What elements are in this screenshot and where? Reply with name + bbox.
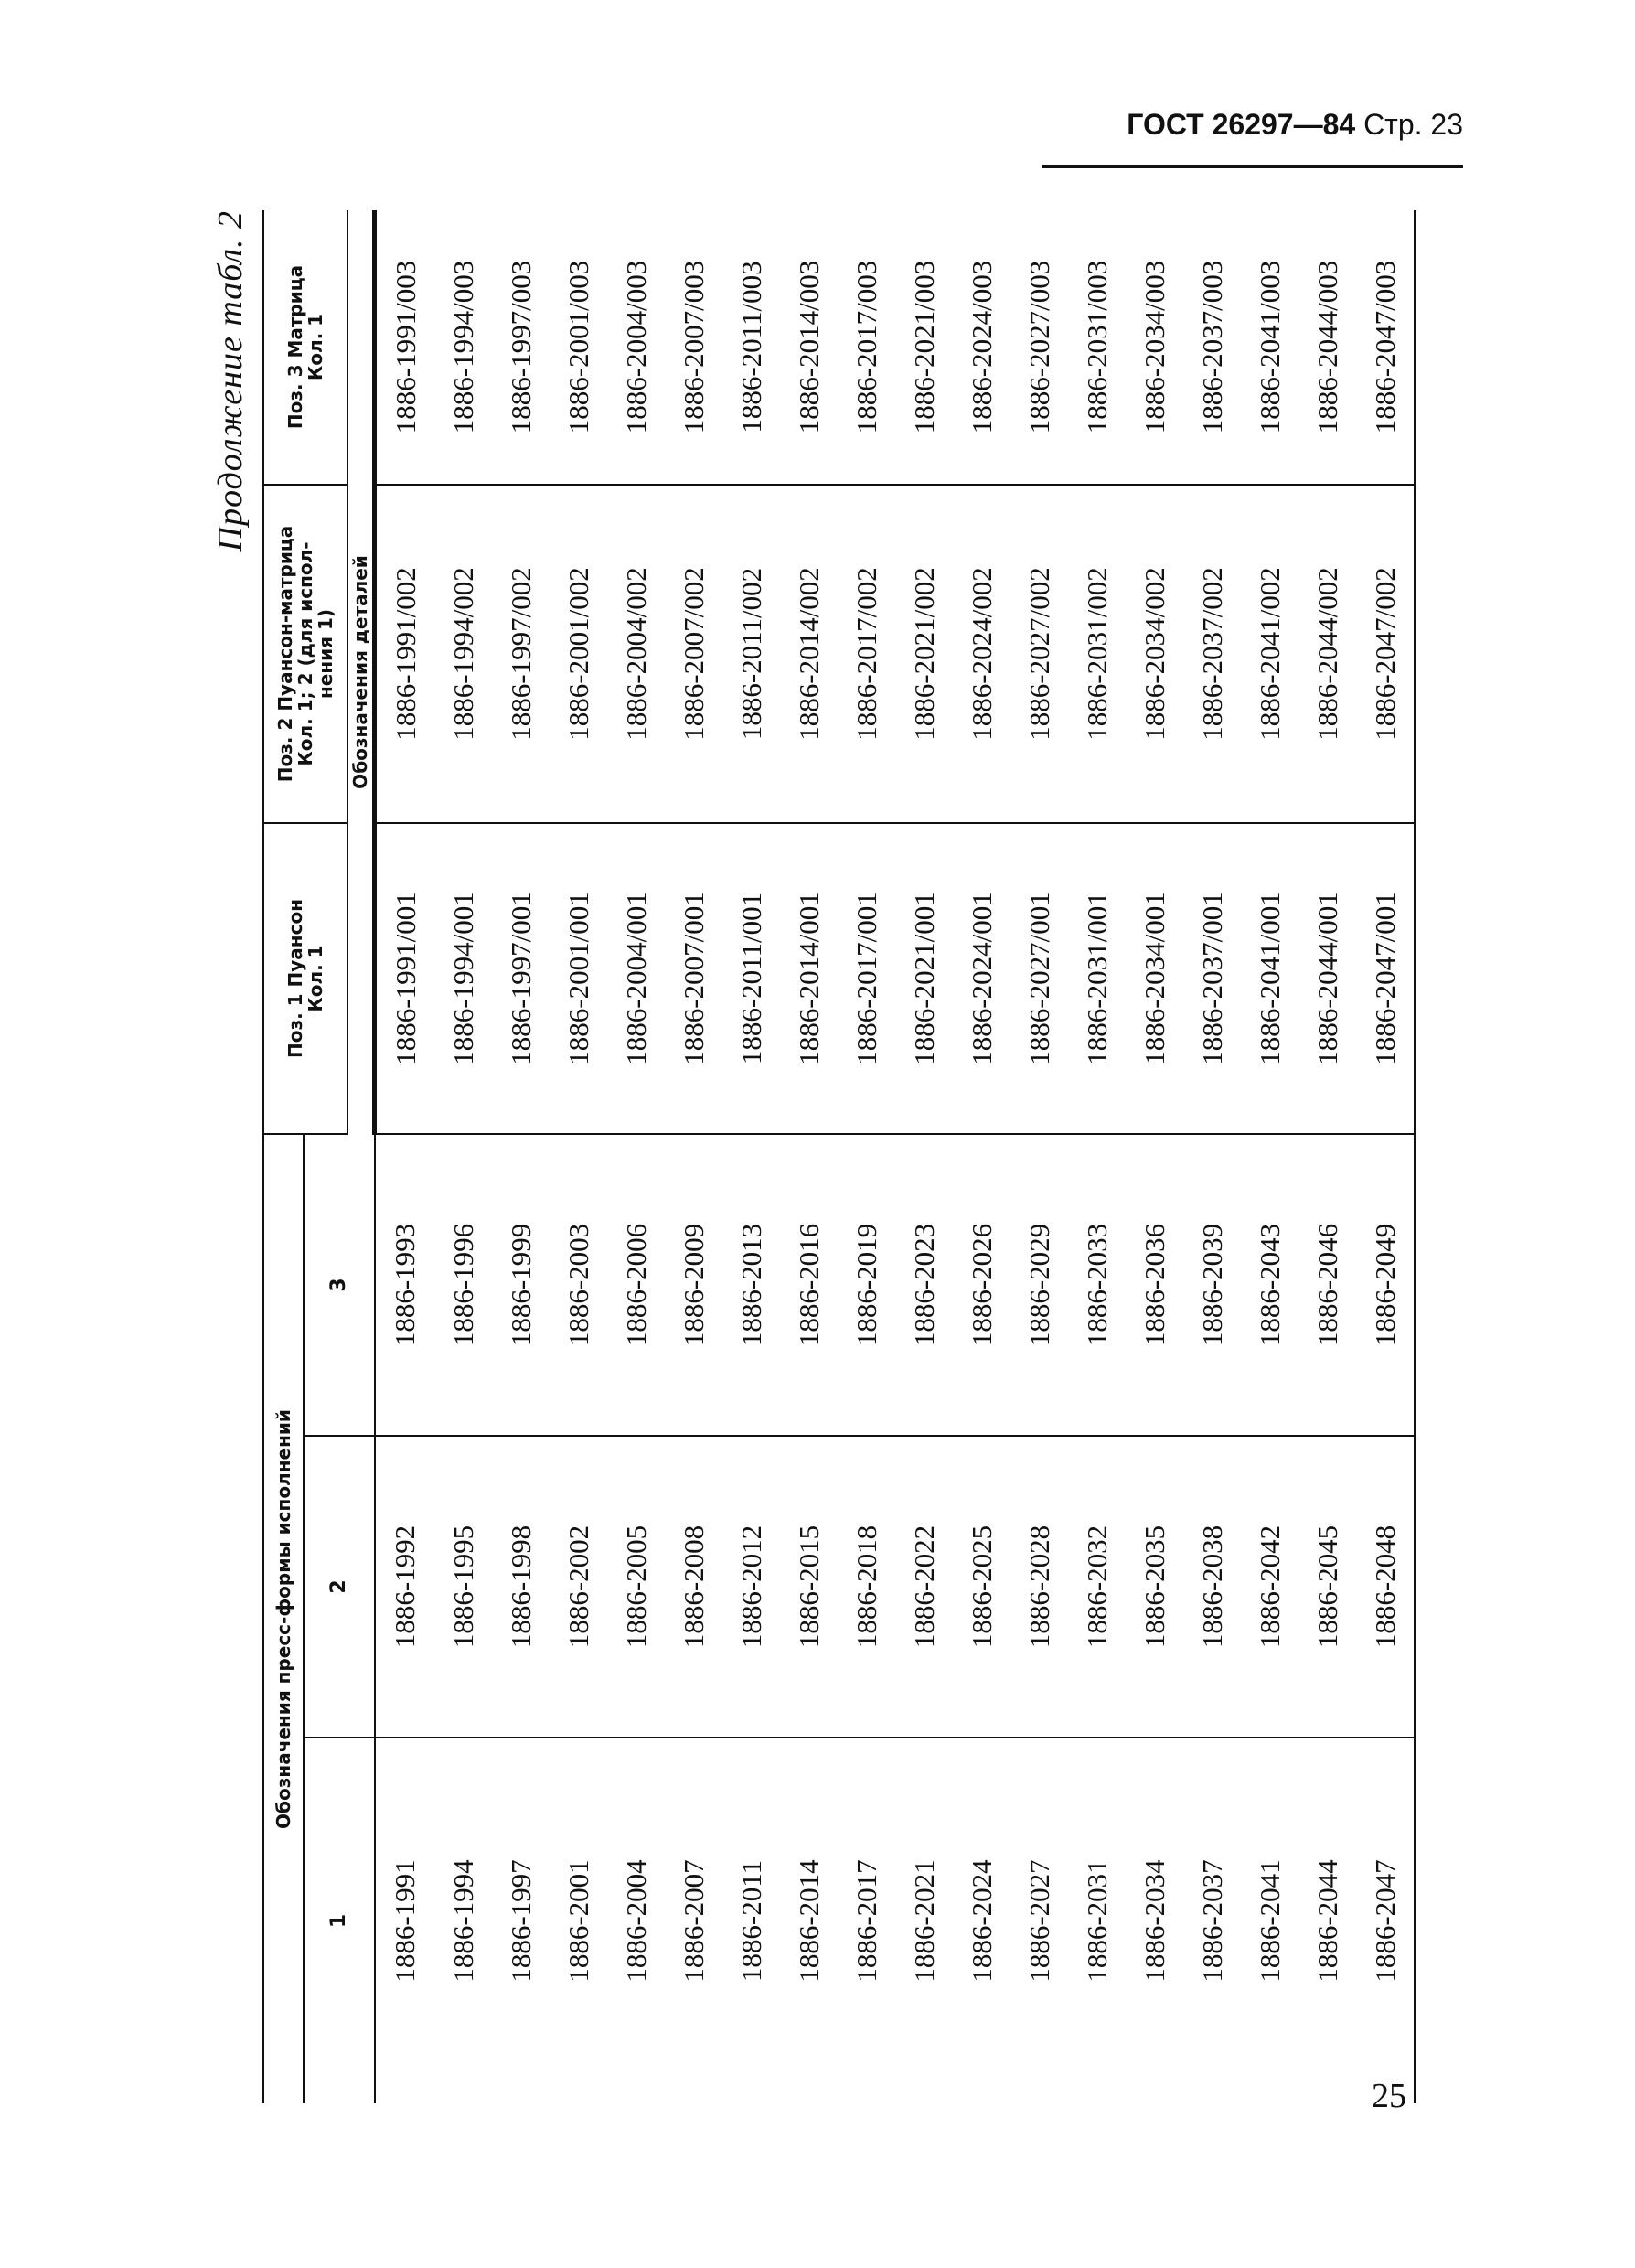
part-2-cell: 1886-1997/002 bbox=[492, 485, 550, 823]
part-3-cell: 1886-2024/003 bbox=[953, 210, 1010, 485]
part-2-header-line: Поз. 2 Пуансон-матрица bbox=[273, 525, 296, 783]
part-3-cell: 1886-1991/003 bbox=[375, 210, 435, 485]
part-2-cell: 1886-2024/002 bbox=[953, 485, 1010, 823]
part-1-cell: 1886-2001/001 bbox=[550, 823, 607, 1134]
part-3-cell: 1886-2014/003 bbox=[780, 210, 838, 485]
part-1-header-line: Кол. 1 bbox=[304, 945, 326, 1012]
page-number: 25 bbox=[1372, 2077, 1406, 2115]
part-3-cell: 1886-2027/003 bbox=[1010, 210, 1068, 485]
variant-3-cell: 1886-1999 bbox=[492, 1134, 550, 1436]
table-caption: Продолжение табл. 2 bbox=[211, 210, 250, 552]
table-row bbox=[953, 210, 1010, 2103]
variant-1-cell: 1886-2001 bbox=[561, 1859, 594, 1983]
table-row bbox=[607, 210, 665, 2103]
part-2-cell: 1886-1994/002 bbox=[434, 485, 492, 823]
part-3-cell: 1886-2001/003 bbox=[550, 210, 607, 485]
table-row bbox=[722, 210, 780, 2103]
variant-2-cell: 1886-2038 bbox=[1183, 1436, 1241, 1738]
part-2-cell: 1886-2037/002 bbox=[1183, 485, 1241, 823]
variant-1-cell: 1886-2004 bbox=[619, 1859, 652, 1983]
table-row bbox=[550, 210, 607, 2103]
part-1-cell: 1886-1994/001 bbox=[434, 823, 492, 1134]
variant-3-cell: 1886-2029 bbox=[1010, 1134, 1068, 1436]
variant-3-cell: 1886-1993 bbox=[375, 1134, 435, 1436]
variant-1-cell: 1886-2007 bbox=[677, 1859, 710, 1983]
part-1-cell: 1886-2047/001 bbox=[1356, 823, 1415, 1134]
variant-1-cell: 1886-2017 bbox=[850, 1859, 882, 1983]
table-row bbox=[838, 210, 895, 2103]
part-1-cell: 1886-2007/001 bbox=[665, 823, 722, 1134]
variant-3-cell: 1886-2006 bbox=[607, 1134, 665, 1436]
part-2-cell: 1886-2027/002 bbox=[1010, 485, 1068, 823]
part-1-header-line: Поз. 1 Пуансон bbox=[283, 898, 306, 1059]
variant-2-cell: 1886-1995 bbox=[434, 1436, 492, 1738]
part-1-cell: 1886-2011/001 bbox=[722, 823, 780, 1134]
variant-1-cell: 1886-1991 bbox=[388, 1859, 421, 1983]
variant-2-cell: 1886-2025 bbox=[953, 1436, 1010, 1738]
part-2-cell: 1886-2007/002 bbox=[665, 485, 722, 823]
variant-1-cell: 1886-2031 bbox=[1080, 1859, 1113, 1983]
variant-3-cell: 1886-2009 bbox=[665, 1134, 722, 1436]
rotated-table-area bbox=[210, 210, 1445, 2103]
variant-3-cell: 1886-2003 bbox=[550, 1134, 607, 1436]
variant-2-cell: 1886-2008 bbox=[665, 1436, 722, 1738]
table-row bbox=[895, 210, 953, 2103]
variant-2-cell: 1886-2048 bbox=[1356, 1436, 1415, 1738]
table-row bbox=[780, 210, 838, 2103]
part-1-cell: 1886-2027/001 bbox=[1010, 823, 1068, 1134]
variant-3-header: 3 bbox=[304, 1134, 375, 1436]
table-row bbox=[434, 210, 492, 2103]
table-row bbox=[1183, 210, 1241, 2103]
page-header bbox=[1042, 108, 1463, 168]
part-2-cell: 1886-2044/002 bbox=[1298, 485, 1356, 823]
variant-2-cell: 1886-2002 bbox=[550, 1436, 607, 1738]
part-3-cell: 1886-1997/003 bbox=[492, 210, 550, 485]
variant-2-cell: 1886-2005 bbox=[607, 1436, 665, 1738]
part-1-cell: 1886-2034/001 bbox=[1126, 823, 1183, 1134]
designation-table bbox=[262, 210, 1416, 2103]
variant-1-cell: 1886-2034 bbox=[1138, 1859, 1170, 1983]
variant-3-cell: 1886-1996 bbox=[434, 1134, 492, 1436]
variant-3-cell: 1886-2039 bbox=[1183, 1134, 1241, 1436]
part-1-cell: 1886-2021/001 bbox=[895, 823, 953, 1134]
variant-1-cell: 1886-2037 bbox=[1195, 1859, 1228, 1983]
variant-3-cell: 1886-2043 bbox=[1241, 1134, 1298, 1436]
variant-1-cell: 1886-2041 bbox=[1253, 1859, 1286, 1983]
variant-2-cell: 1886-2032 bbox=[1068, 1436, 1126, 1738]
variant-1-header: 1 bbox=[304, 1738, 375, 2103]
variant-3-cell: 1886-2013 bbox=[722, 1134, 780, 1436]
part-1-cell: 1886-2014/001 bbox=[780, 823, 838, 1134]
part-3-cell: 1886-2004/003 bbox=[607, 210, 665, 485]
variant-3-cell: 1886-2019 bbox=[838, 1134, 895, 1436]
part-1-cell: 1886-2017/001 bbox=[838, 823, 895, 1134]
variant-3-cell: 1886-2026 bbox=[953, 1134, 1010, 1436]
part-1-cell: 1886-2031/001 bbox=[1068, 823, 1126, 1134]
table-row bbox=[665, 210, 722, 2103]
variant-1-cell: 1886-2047 bbox=[1356, 1738, 1415, 2103]
variants-group-header: Обозначения пресс-формы исполнений bbox=[263, 1134, 304, 2103]
variant-3-cell: 1886-2023 bbox=[895, 1134, 953, 1436]
part-3-cell: 1886-2041/003 bbox=[1241, 210, 1298, 485]
table-row bbox=[1356, 210, 1415, 2103]
part-2-header bbox=[263, 485, 347, 823]
part-2-header-line: Кол. 1; 2 (для испол- bbox=[294, 541, 316, 766]
variant-3-cell: 1886-2036 bbox=[1126, 1134, 1183, 1436]
variant-3-cell: 1886-2016 bbox=[780, 1134, 838, 1436]
part-1-cell: 1886-2041/001 bbox=[1241, 823, 1298, 1134]
parts-subheader: Обозначения деталей bbox=[347, 210, 375, 1134]
table-row bbox=[1126, 210, 1183, 2103]
part-2-cell: 1886-2014/002 bbox=[780, 485, 838, 823]
part-1-cell: 1886-2037/001 bbox=[1183, 823, 1241, 1134]
part-3-cell: 1886-2047/003 bbox=[1356, 210, 1415, 485]
variant-2-cell: 1886-2012 bbox=[722, 1436, 780, 1738]
variant-2-cell: 1886-2035 bbox=[1126, 1436, 1183, 1738]
part-2-cell: 1886-2034/002 bbox=[1126, 485, 1183, 823]
variant-2-cell: 1886-2022 bbox=[895, 1436, 953, 1738]
part-3-cell: 1886-2044/003 bbox=[1298, 210, 1356, 485]
table-row bbox=[375, 210, 435, 2103]
part-3-cell: 1886-2017/003 bbox=[838, 210, 895, 485]
variant-1-cell: 1886-1997 bbox=[504, 1859, 537, 1983]
part-3-cell: 1886-2034/003 bbox=[1126, 210, 1183, 485]
part-1-cell: 1886-1991/001 bbox=[375, 823, 435, 1134]
part-2-cell: 1886-2041/002 bbox=[1241, 485, 1298, 823]
variant-2-cell: 1886-2042 bbox=[1241, 1436, 1298, 1738]
part-2-cell: 1886-1991/002 bbox=[375, 485, 435, 823]
page-reference: Стр. 23 bbox=[1363, 108, 1463, 141]
part-2-header-line: нения 1) bbox=[314, 608, 337, 700]
variant-1-cell: 1886-1994 bbox=[446, 1859, 479, 1983]
part-2-cell: 1886-2011/002 bbox=[722, 485, 780, 823]
variant-3-cell: 1886-2046 bbox=[1298, 1134, 1356, 1436]
variant-2-cell: 1886-1992 bbox=[375, 1436, 435, 1738]
variant-2-cell: 1886-1998 bbox=[492, 1436, 550, 1738]
variant-1-cell: 1886-2011 bbox=[734, 1859, 767, 1983]
table-row bbox=[1010, 210, 1068, 2103]
part-3-cell: 1886-2007/003 bbox=[665, 210, 722, 485]
part-2-cell: 1886-2004/002 bbox=[607, 485, 665, 823]
part-2-cell: 1886-2017/002 bbox=[838, 485, 895, 823]
variant-3-cell: 1886-2049 bbox=[1356, 1134, 1415, 1436]
variant-2-cell: 1886-2045 bbox=[1298, 1436, 1356, 1738]
variant-1-cell: 1886-2044 bbox=[1310, 1859, 1343, 1983]
table-row bbox=[1241, 210, 1298, 2103]
part-1-cell: 1886-2004/001 bbox=[607, 823, 665, 1134]
part-1-cell: 1886-1997/001 bbox=[492, 823, 550, 1134]
variant-3-cell: 1886-2033 bbox=[1068, 1134, 1126, 1436]
part-3-cell: 1886-2021/003 bbox=[895, 210, 953, 485]
variant-1-cell: 1886-2014 bbox=[792, 1859, 825, 1983]
part-3-cell: 1886-1994/003 bbox=[434, 210, 492, 485]
part-3-header bbox=[263, 210, 347, 485]
part-3-cell: 1886-2037/003 bbox=[1183, 210, 1241, 485]
part-1-cell: 1886-2024/001 bbox=[953, 823, 1010, 1134]
part-2-cell: 1886-2021/002 bbox=[895, 485, 953, 823]
part-1-header bbox=[263, 823, 347, 1134]
variant-1-cell: 1886-2021 bbox=[907, 1859, 940, 1983]
variant-1-cell: 1886-2024 bbox=[965, 1859, 998, 1983]
table-body bbox=[375, 210, 1416, 2103]
part-3-cell: 1886-2031/003 bbox=[1068, 210, 1126, 485]
part-2-cell: 1886-2031/002 bbox=[1068, 485, 1126, 823]
variant-2-cell: 1886-2028 bbox=[1010, 1436, 1068, 1738]
variant-2-header: 2 bbox=[304, 1436, 375, 1738]
table-row bbox=[1068, 210, 1126, 2103]
variant-1-cell: 1886-2027 bbox=[1022, 1859, 1055, 1983]
part-1-cell: 1886-2044/001 bbox=[1298, 823, 1356, 1134]
part-3-header-line: Кол. 1 bbox=[304, 313, 326, 381]
document-reference: ГОСТ 26297—84 bbox=[1127, 108, 1356, 141]
part-3-header-line: Поз. 3 Матрица bbox=[283, 264, 306, 430]
table-row bbox=[492, 210, 550, 2103]
table-row bbox=[1298, 210, 1356, 2103]
variant-2-cell: 1886-2015 bbox=[780, 1436, 838, 1738]
part-3-cell: 1886-2011/003 bbox=[722, 210, 780, 485]
part-2-cell: 1886-2001/002 bbox=[550, 485, 607, 823]
part-2-cell: 1886-2047/002 bbox=[1356, 485, 1415, 823]
variant-2-cell: 1886-2018 bbox=[838, 1436, 895, 1738]
